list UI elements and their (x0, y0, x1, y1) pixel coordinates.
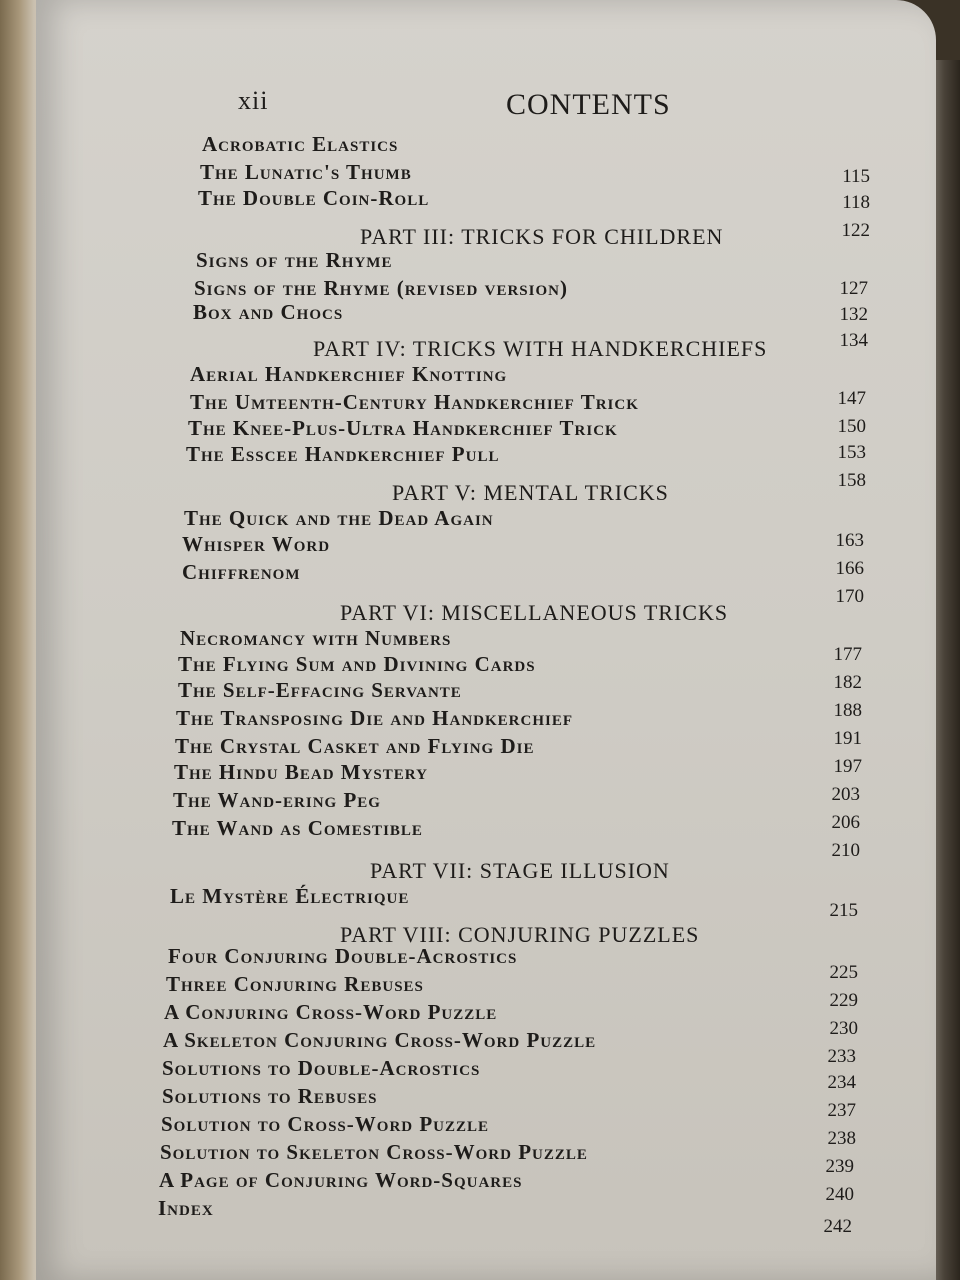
contents-entry: Chiffrenom (182, 560, 301, 584)
contents-entry: The Knee-Plus-Ultra Handkerchief Trick (188, 416, 618, 440)
page-ref: 225 (829, 962, 858, 983)
contents-entry: Le Mystère Électrique (170, 884, 410, 908)
page-ref: 230 (829, 1018, 858, 1039)
page-title: CONTENTS (506, 88, 671, 121)
page-ref: 118 (842, 192, 870, 213)
page-ref: 240 (825, 1184, 854, 1205)
page-ref: 229 (829, 990, 858, 1011)
part-heading: PART VI: MISCELLANEOUS TRICKS (340, 600, 729, 625)
page-ref: 134 (839, 330, 868, 351)
page-ref: 122 (841, 220, 870, 241)
page-ref: 127 (839, 278, 868, 299)
page-number: xii (238, 86, 269, 115)
page-ref: 170 (835, 586, 864, 607)
page-ref: 237 (827, 1100, 856, 1121)
page-ref: 242 (823, 1216, 852, 1237)
part-heading: PART VIII: CONJURING PUZZLES (340, 922, 700, 947)
contents-entry: The Transposing Die and Handkerchief (176, 706, 574, 730)
page-ref: 233 (827, 1046, 856, 1067)
contents-entry: A Conjuring Cross-Word Puzzle (164, 1000, 498, 1024)
contents-entry: The Lunatic's Thumb (200, 160, 412, 184)
contents-entry: Whisper Word (182, 532, 331, 556)
contents-entry: The Crystal Casket and Flying Die (175, 734, 535, 758)
contents-entry: Acrobatic Elastics (202, 132, 399, 156)
page-ref: 215 (829, 900, 858, 921)
page-ref: 158 (837, 470, 866, 491)
contents-entry: A Page of Conjuring Word-Squares (159, 1168, 523, 1192)
contents-entry: Aerial Handkerchief Knotting (190, 362, 508, 386)
contents-entry: Four Conjuring Double-Acrostics (168, 944, 518, 968)
page-ref: 238 (827, 1128, 856, 1149)
contents-entry: Necromancy with Numbers (180, 626, 452, 650)
contents-entry: Box and Chocs (193, 300, 344, 324)
page-ref: 153 (837, 442, 866, 463)
contents-entry: The Esscee Handkerchief Pull (186, 442, 500, 466)
contents-entry: The Wand as Comestible (172, 816, 423, 840)
page-ref: 188 (833, 700, 862, 721)
part-heading: PART IV: TRICKS WITH HANDKERCHIEFS (313, 336, 768, 361)
contents-entry: Solution to Cross-Word Puzzle (161, 1112, 490, 1136)
contents-entry: The Self-Effacing Servante (178, 678, 462, 702)
page-ref: 132 (839, 304, 868, 325)
page-ref: 166 (835, 558, 864, 579)
contents-entry: The Wand-ering Peg (173, 788, 381, 812)
contents-entry: Three Conjuring Rebuses (166, 972, 424, 996)
page-ref: 191 (833, 728, 862, 749)
contents-entry: The Double Coin-Roll (198, 186, 430, 210)
page-ref: 177 (833, 644, 862, 665)
page-ref: 163 (835, 530, 864, 551)
contents-entry: The Hindu Bead Mystery (174, 760, 428, 784)
contents-entry: Signs of the Rhyme (revised version) (194, 276, 568, 300)
page-ref: 203 (831, 784, 860, 805)
page-ref: 234 (827, 1072, 856, 1093)
contents-entry: Solutions to Double-Acrostics (162, 1056, 481, 1080)
page-ref: 150 (837, 416, 866, 437)
page-ref: 239 (825, 1156, 854, 1177)
contents-entry: A Skeleton Conjuring Cross-Word Puzzle (163, 1028, 597, 1052)
contents-entry: Solutions to Rebuses (162, 1084, 378, 1108)
contents-entry: Solution to Skeleton Cross-Word Puzzle (160, 1140, 588, 1164)
contents-entry: The Quick and the Dead Again (184, 506, 494, 530)
page-ref: 197 (833, 756, 862, 777)
contents-entry: Index (158, 1196, 214, 1220)
page-ref: 210 (831, 840, 860, 861)
contents-entry: The Flying Sum and Divining Cards (178, 652, 536, 676)
part-heading: PART III: TRICKS FOR CHILDREN (360, 224, 724, 249)
contents-entry: The Umteenth-Century Handkerchief Trick (190, 390, 639, 414)
contents-entry: Signs of the Rhyme (196, 248, 393, 272)
page-ref: 147 (837, 388, 866, 409)
page-ref: 182 (833, 672, 862, 693)
page-ref: 115 (842, 166, 870, 187)
part-heading: PART V: MENTAL TRICKS (392, 480, 669, 505)
part-heading: PART VII: STAGE ILLUSION (370, 858, 670, 883)
book-page (36, 0, 936, 1280)
page-ref: 206 (831, 812, 860, 833)
